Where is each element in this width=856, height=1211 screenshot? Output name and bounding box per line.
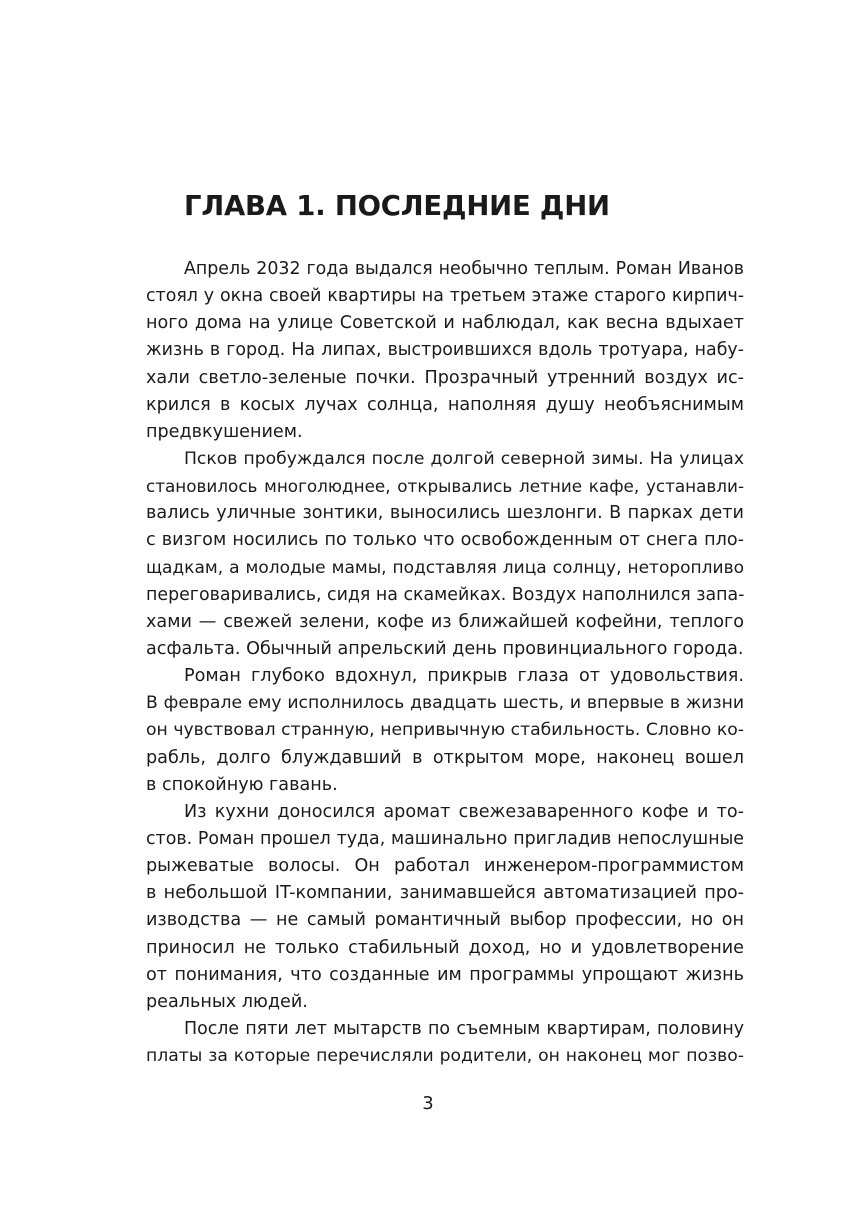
text-line: После пяти лет мытарств по съемным квартирам, половину bbox=[184, 1018, 744, 1039]
text-line: рыжеватые волосы. Он работал инженером-программистом bbox=[146, 856, 744, 877]
text-line: реальных людей. bbox=[146, 991, 308, 1012]
text-line: с визгом носились по только что освобожденным от снега пло- bbox=[146, 530, 744, 551]
text-line: приносил не только стабильный доход, но и удовлетворение bbox=[146, 937, 744, 958]
chapter-title: ГЛАВА 1. ПОСЛЕДНИЕ ДНИ bbox=[184, 190, 610, 222]
text-line: рабль, долго блуждавший в открытом море, наконец вошел bbox=[146, 747, 744, 768]
text-line: Роман глубоко вдохнул, прикрыв глаза от удовольствия. bbox=[184, 666, 744, 687]
paragraph bbox=[146, 1016, 744, 1070]
text-line: Псков пробуждался после долгой северной зимы. На улицах bbox=[184, 448, 744, 469]
text-line: ного дома на улице Советской и наблюдал, как весна вдыхает bbox=[146, 313, 744, 334]
text-line: хали светло-зеленые почки. Прозрачный утренний воздух ис- bbox=[146, 367, 744, 388]
text-line: предвкушением. bbox=[146, 421, 303, 442]
paragraph bbox=[146, 799, 744, 1016]
text-line: становилось многолюднее, открывались летние кафе, устанавли- bbox=[146, 476, 744, 497]
text-line: щадкам, а молодые мамы, подставляя лица солнцу, неторопливо bbox=[146, 557, 744, 578]
paragraph bbox=[146, 446, 744, 663]
text-line: от понимания, что созданные им программы упрощают жизнь bbox=[146, 964, 744, 985]
paragraph bbox=[146, 663, 744, 799]
text-line: стов. Роман прошел туда, машинально пригладив непослушные bbox=[146, 828, 744, 849]
paragraph bbox=[146, 256, 744, 446]
text-line: вались уличные зонтики, выносились шезлонги. В парках дети bbox=[146, 503, 744, 524]
text-line: он чувствовал странную, непривычную стабильность. Словно ко- bbox=[146, 720, 744, 741]
page-number: 3 bbox=[422, 1093, 434, 1114]
text-line: изводства — не самый романтичный выбор профессии, но он bbox=[146, 910, 744, 931]
text-line: в небольшой IT-компании, занимавшейся автоматизацией про- bbox=[146, 883, 744, 904]
text-line: переговаривались, сидя на скамейках. Воздух наполнился запа- bbox=[146, 584, 745, 605]
text-line: в спокойную гавань. bbox=[146, 774, 338, 795]
text-line: платы за которые перечисляли родители, он наконец мог позво- bbox=[146, 1046, 744, 1067]
text-line: асфальта. Обычный апрельский день провинциального города. bbox=[146, 638, 744, 659]
text-line: крился в косых лучах солнца, наполняя душу необъяснимым bbox=[146, 394, 744, 415]
text-line: Из кухни доносился аромат свежезаваренного кофе и то- bbox=[184, 801, 744, 822]
text-line: хами — свежей зелени, кофе из ближайшей кофейни, теплого bbox=[146, 611, 744, 632]
text-line: В феврале ему исполнилось двадцать шесть, и впервые в жизни bbox=[146, 693, 744, 714]
text-line: Апрель 2032 года выдался необычно теплым. Роман Иванов bbox=[184, 259, 744, 279]
text-line: стоял у окна своей квартиры на третьем этаже старого кирпич- bbox=[146, 286, 744, 307]
body-text bbox=[146, 256, 744, 1070]
text-line: жизнь в город. На липах, выстроившихся вдоль тротуара, набу- bbox=[146, 340, 744, 361]
